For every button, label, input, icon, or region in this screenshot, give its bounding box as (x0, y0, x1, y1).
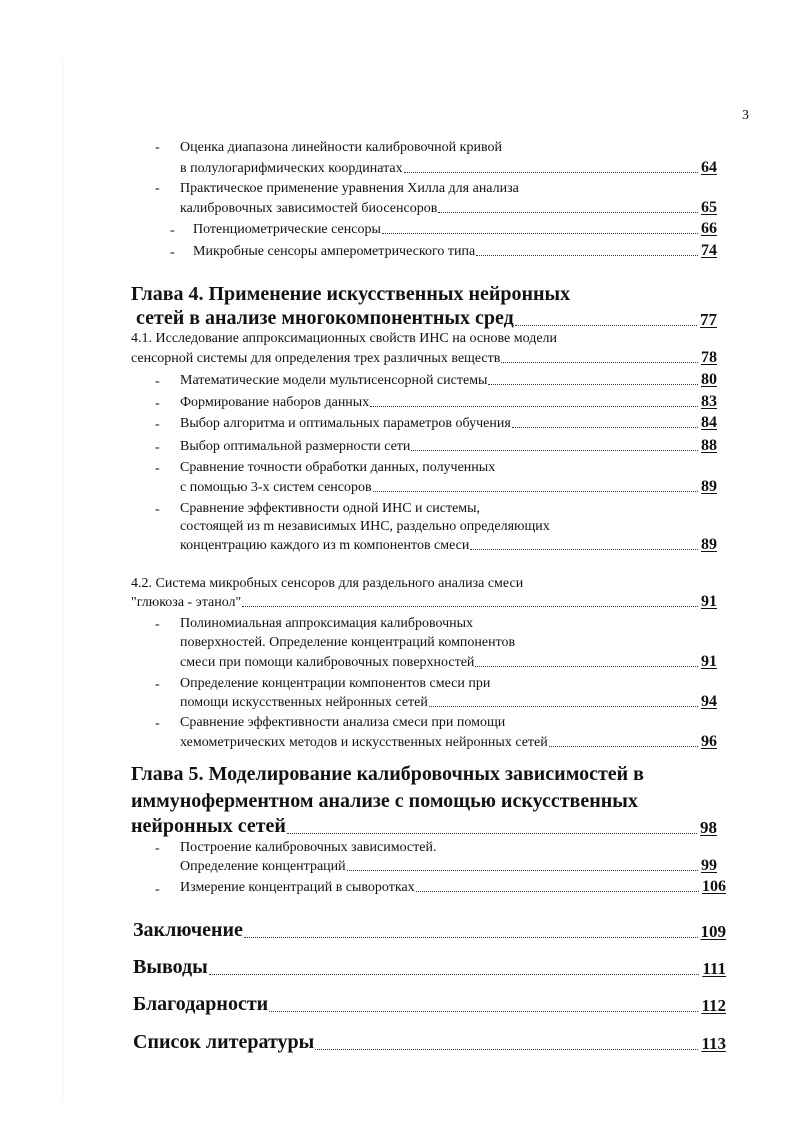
toc-page-number: 111 (702, 959, 726, 978)
final-section-leader (133, 1031, 726, 1054)
toc-entry (180, 499, 480, 519)
toc-page-number: 109 (700, 922, 726, 941)
toc-entry-leader (180, 653, 717, 671)
final-section-title: Благодарности (133, 993, 269, 1015)
toc-page-number: 91 (701, 593, 717, 610)
final-section-leader (133, 993, 726, 1016)
chapter-heading (131, 764, 644, 784)
toc-entry-text: поверхностей. Определение концентраций компонентов (180, 635, 516, 650)
toc-entry (180, 674, 490, 694)
chapter-heading (131, 284, 570, 304)
toc-entry-text: Выбор алгоритма и оптимальных параметров обучения (180, 416, 511, 431)
toc-page-number: 96 (701, 733, 717, 750)
dot-leader (476, 254, 698, 256)
bullet-dash: - (155, 882, 160, 897)
toc-page-number: 83 (701, 393, 717, 410)
dot-leader (488, 383, 698, 385)
chapter-title: Глава 5. Моделирование калибровочных зависимостей в (131, 763, 644, 785)
dot-leader (411, 449, 698, 451)
toc-entry (180, 614, 473, 634)
toc-page-number: 64 (701, 159, 717, 176)
toc-page-number: 74 (701, 242, 717, 259)
dot-leader (382, 232, 698, 234)
toc-entry-text: Определение концентраций (180, 859, 346, 874)
toc-entry-leader (180, 393, 717, 411)
toc-page-number: 94 (701, 693, 717, 710)
toc-entry-text: Сравнение эффективности одной ИНС и системы, (180, 501, 481, 516)
dot-leader (404, 171, 698, 173)
chapter-heading-leader (136, 307, 717, 330)
section-heading (131, 329, 557, 349)
dot-leader (512, 426, 698, 428)
chapter-title: иммуноферментном анализе с помощью искусственных (131, 790, 638, 812)
toc-page-number: 65 (701, 199, 717, 216)
toc-entry (180, 138, 502, 158)
toc-page-number: 99 (701, 857, 717, 874)
toc-entry-leader (180, 437, 717, 455)
toc-page-number: 77 (700, 310, 717, 329)
dot-leader (438, 211, 698, 213)
toc-entry-text: смеси при помощи калибровочных поверхностей (180, 655, 475, 670)
toc-entry-text: состоящей из m независимых ИНС, раздельно определяющих (180, 519, 550, 534)
bullet-dash: - (155, 396, 160, 411)
toc-entry-leader (180, 159, 717, 177)
chapter-title: Глава 4. Применение искусственных нейронных (131, 283, 571, 305)
section-title: сенсорной системы для определения трех различных веществ (131, 351, 501, 366)
toc-entry (180, 633, 515, 653)
toc-entry-leader (180, 414, 717, 432)
final-section-title: Заключение (133, 919, 243, 941)
dot-leader (501, 361, 698, 363)
toc-page-number: 84 (701, 414, 717, 431)
section-title: 4.1. Исследование аппроксимационных свойств ИНС на основе модели (131, 331, 558, 346)
toc-entry-leader (180, 693, 717, 711)
toc-page-number: 89 (701, 536, 717, 553)
toc-page-number: 113 (701, 1034, 726, 1053)
toc-entry-text: с помощью 3-х систем сенсоров (180, 480, 372, 495)
bullet-dash: - (155, 461, 160, 476)
bullet-dash: - (155, 440, 160, 455)
toc-entry-leader (193, 242, 717, 260)
final-section-leader (133, 919, 726, 942)
final-section-title: Выводы (133, 956, 208, 978)
bullet-dash: - (155, 502, 160, 517)
section-title: "глюкоза - этанол" (131, 595, 242, 610)
dot-leader (470, 548, 698, 550)
toc-page-number: 66 (701, 220, 717, 237)
dot-leader (209, 973, 700, 975)
bullet-dash: - (155, 716, 160, 731)
toc-entry (180, 458, 495, 478)
chapter-heading-leader (131, 815, 717, 838)
toc-entry-text: Измерение концентраций в сыворотках (180, 880, 415, 895)
dot-leader (475, 665, 698, 667)
dot-leader (429, 705, 698, 707)
toc-entry-leader (180, 733, 717, 751)
toc-page-number: 98 (700, 818, 717, 837)
dot-leader (287, 832, 697, 834)
dot-leader (515, 324, 697, 326)
dot-leader (373, 490, 698, 492)
toc-page-number: 88 (701, 437, 717, 454)
section-heading-leader (131, 593, 717, 611)
toc-entry-leader (180, 199, 717, 217)
bullet-dash: - (155, 617, 160, 632)
toc-page-number: 78 (701, 349, 717, 366)
chapter-title: нейронных сетей (131, 815, 286, 837)
toc-page-number: 80 (701, 371, 717, 388)
final-section-leader (133, 956, 726, 979)
bullet-dash: - (155, 677, 160, 692)
toc-entry-leader (180, 857, 717, 875)
toc-page-number: 91 (701, 653, 717, 670)
toc-entry (180, 838, 436, 858)
toc-entry-text: в полулогарифмических координатах (180, 161, 403, 176)
toc-entry-text: Математические модели мультисенсорной системы (180, 373, 488, 388)
toc-entry (180, 179, 519, 199)
chapter-title: сетей в анализе многокомпонентных сред (136, 307, 514, 329)
toc-entry-leader (180, 478, 717, 496)
dot-leader (242, 605, 698, 607)
final-section-title: Список литературы (133, 1031, 315, 1053)
toc-entry-leader (180, 536, 717, 554)
toc-entry-text: калибровочных зависимостей биосенсоров (180, 201, 438, 216)
bullet-dash: - (155, 841, 160, 856)
toc-entry-text: хемометрических методов и искусственных нейронных сетей (180, 735, 548, 750)
bullet-dash: - (155, 140, 160, 155)
dot-leader (370, 405, 698, 407)
toc-entry-text: Выбор оптимальной размерности сети (180, 439, 411, 454)
dot-leader (269, 1010, 698, 1012)
toc-entry-text: Микробные сенсоры амперометрического типа (193, 244, 476, 259)
section-heading-leader (131, 349, 717, 367)
toc-entry-text: Построение калибровочных зависимостей. (180, 840, 437, 855)
toc-entry-text: Сравнение эффективности анализа смеси при помощи (180, 715, 506, 730)
toc-page-number: 89 (701, 478, 717, 495)
bullet-dash: - (170, 245, 175, 260)
bullet-dash: - (155, 181, 160, 196)
dot-leader (244, 936, 698, 938)
chapter-heading (131, 791, 638, 811)
dot-leader (416, 890, 699, 892)
bullet-dash: - (155, 417, 160, 432)
dot-leader (549, 745, 698, 747)
dot-leader (347, 869, 698, 871)
toc-entry-text: помощи искусственных нейронных сетей (180, 695, 428, 710)
dot-leader (315, 1048, 698, 1050)
toc-page-number: 106 (702, 878, 726, 895)
toc-entry-text: Оценка диапазона линейности калибровочной кривой (180, 140, 502, 155)
toc-entry-leader (193, 220, 717, 238)
toc-entry-text: Формирование наборов данных (180, 395, 370, 410)
toc-entry-text: Определение концентрации компонентов смеси при (180, 676, 491, 691)
section-title: 4.2. Система микробных сенсоров для раздельного анализа смеси (131, 576, 524, 591)
page-number: 3 (742, 108, 749, 123)
bullet-dash: - (155, 374, 160, 389)
toc-entry-text: Сравнение точности обработки данных, полученных (180, 460, 496, 475)
toc-entry-leader (180, 371, 717, 389)
toc-entry (180, 713, 505, 733)
toc-entry-text: Потенциометрические сенсоры (193, 222, 381, 237)
toc-entry-text: Практическое применение уравнения Хилла для анализа (180, 181, 519, 196)
toc-entry (180, 517, 550, 537)
toc-entry-text: концентрацию каждого из m компонентов смеси (180, 538, 470, 553)
toc-page-number: 112 (701, 996, 726, 1015)
toc-entry-leader (180, 878, 726, 896)
bullet-dash: - (170, 223, 175, 238)
toc-entry-text: Полиномиальная аппроксимация калибровочных (180, 616, 474, 631)
section-heading (131, 574, 523, 594)
